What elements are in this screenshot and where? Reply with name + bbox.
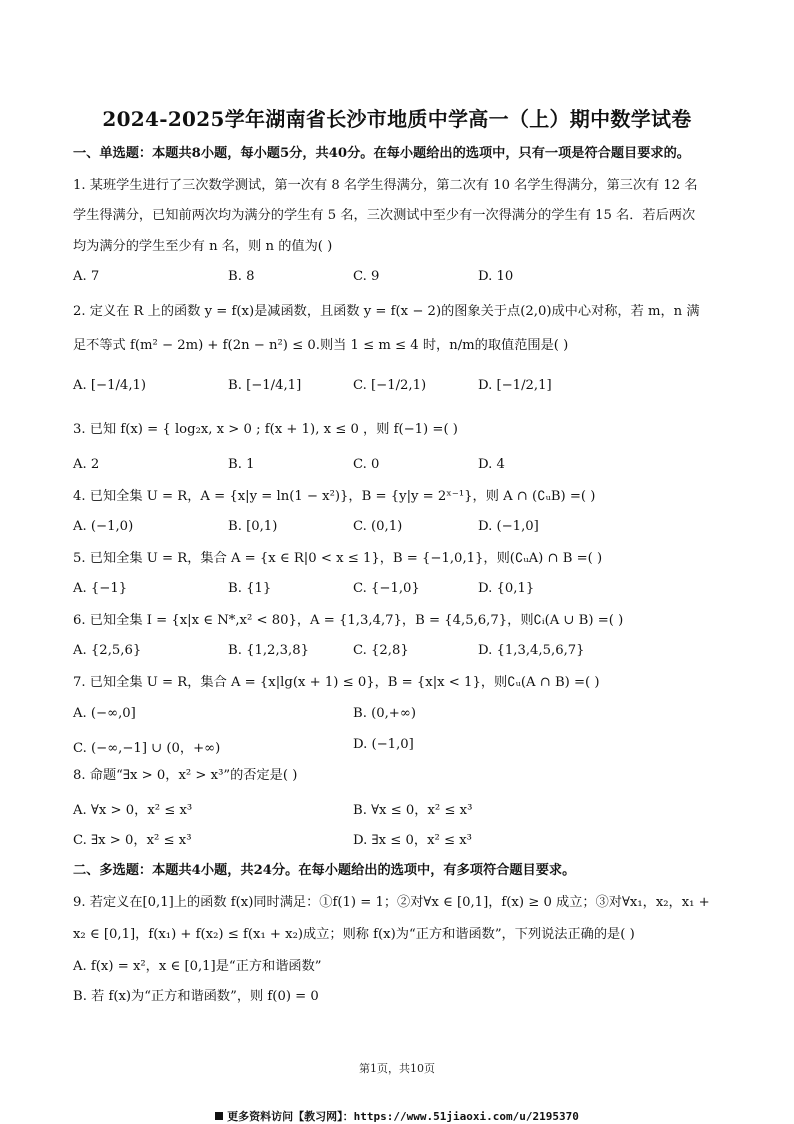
q9-line-1: 9. 若定义在[0,1]上的函数 f(x)同时满足：①f(1) = 1；②对∀x ∈ [0,1]，f(x) ≥ 0 成立；③对∀x₁，x₂，x₁ + — [73, 895, 710, 910]
q7-option-c[interactable]: C. (−∞,−1] ∪ (0，+∞) — [73, 741, 221, 756]
q8-option-c[interactable]: C. ∃x > 0，x² ≤ x³ — [73, 833, 192, 848]
q4-options — [73, 519, 733, 537]
q8-option-a[interactable]: A. ∀x > 0，x² ≤ x³ — [73, 803, 193, 818]
q2-line-2: 足不等式 f(m² − 2m) + f(2n − n²) ≤ 0.则当 1 ≤ m ≤ 4 时，n/m的取值范围是( ) — [73, 338, 569, 353]
q3-option-b[interactable]: B. 1 — [228, 457, 255, 472]
q4-option-b[interactable]: B. [0,1) — [228, 519, 278, 534]
q5-option-b[interactable]: B. {1} — [228, 581, 272, 596]
flag-icon — [215, 1112, 223, 1120]
q1-option-d[interactable]: D. 10 — [478, 269, 514, 284]
exam-title: 2024-2025学年湖南省长沙市地质中学高一（上）期中数学试卷 — [102, 107, 692, 131]
q1-option-b[interactable]: B. 8 — [228, 269, 255, 284]
q4-option-a[interactable]: A. (−1,0) — [73, 519, 134, 534]
q7-option-a[interactable]: A. (−∞,0] — [73, 706, 136, 721]
q3-line-1: 3. 已知 f(x) = { log₂x, x > 0 ; f(x + 1), x ≤ 0 ，则 f(−1) =( ) — [73, 422, 458, 437]
q2-line-1: 2. 定义在 R 上的函数 y = f(x)是减函数，且函数 y = f(x − 2)的图象关于点(2,0)成中心对称，若 m，n 满 — [73, 304, 700, 319]
q5-option-d[interactable]: D. {0,1} — [478, 581, 535, 596]
q9-option-a[interactable]: A. f(x) = x²，x ∈ [0,1]是“正方和谐函数” — [73, 959, 322, 974]
page-number: 第1页，共10页 — [359, 1062, 435, 1075]
q6-options — [73, 643, 733, 661]
q3-options — [73, 457, 733, 475]
q9-option-b[interactable]: B. 若 f(x)为“正方和谐函数”，则 f(0) = 0 — [73, 989, 319, 1004]
q7-options-row-2 — [73, 737, 733, 755]
q1-line-3: 均为满分的学生至少有 n 名，则 n 的值为( ) — [73, 239, 333, 254]
q2-option-b[interactable]: B. [−1/4,1] — [228, 378, 302, 393]
q4-option-c[interactable]: C. (0,1) — [353, 519, 403, 534]
q3-option-c[interactable]: C. 0 — [353, 457, 380, 472]
q6-option-a[interactable]: A. {2,5,6} — [73, 643, 142, 658]
q7-option-d[interactable]: D. (−1,0] — [353, 737, 414, 752]
q6-option-d[interactable]: D. {1,3,4,5,6,7} — [478, 643, 585, 658]
q8-option-d[interactable]: D. ∃x ≤ 0，x² ≤ x³ — [353, 833, 472, 848]
q8-line-1: 8. 命题“∃x > 0，x² > x³”的否定是( ) — [73, 768, 298, 783]
q8-options-row-1 — [73, 799, 733, 817]
q2-options — [73, 378, 733, 396]
q5-options — [73, 581, 733, 599]
q6-option-b[interactable]: B. {1,2,3,8} — [228, 643, 309, 658]
q6-line-1: 6. 已知全集 I = {x|x ∈ N*,x² < 80}，A = {1,3,4,7}，B = {4,5,6,7}，则∁ᵢ(A ∪ B) =( ) — [73, 613, 624, 628]
q3-option-d[interactable]: D. 4 — [478, 457, 505, 472]
q7-line-1: 7. 已知全集 U = R，集合 A = {x|lg(x + 1) ≤ 0}，B = {x|x < 1}，则∁ᵤ(A ∩ B) =( ) — [73, 675, 600, 690]
q4-line-1: 4. 已知全集 U = R，A = {x|y = ln(1 − x²)}，B = {y|y = 2ˣ⁻¹}，则 A ∩ (∁ᵤB) =( ) — [73, 489, 596, 504]
q6-option-c[interactable]: C. {2,8} — [353, 643, 409, 658]
q1-option-c[interactable]: C. 9 — [353, 269, 380, 284]
banner-text[interactable]: 更多资料访问【教习网】：https://www.51jiaoxi.com/u/2195370 — [227, 1110, 579, 1123]
q2-option-a[interactable]: A. [−1/4,1) — [73, 378, 147, 393]
q9-line-2: x₂ ∈ [0,1]，f(x₁) + f(x₂) ≤ f(x₁ + x₂)成立；则称 f(x)为“正方和谐函数”，下列说法正确的是( ) — [73, 927, 635, 942]
q5-line-1: 5. 已知全集 U = R，集合 A = {x ∈ R|0 < x ≤ 1}，B = {−1,0,1}，则(∁ᵤA) ∩ B =( ) — [73, 551, 603, 566]
q1-line-2: 学生得满分，已知前两次均为满分的学生有 5 名，三次测试中至少有一次得满分的学生有 15 名．若后两次 — [73, 208, 696, 223]
q1-line-1: 1. 某班学生进行了三次数学测试，第一次有 8 名学生得满分，第二次有 10 名学生得满分，第三次有 12 名 — [73, 178, 698, 193]
q5-option-a[interactable]: A. {−1} — [73, 581, 128, 596]
section-single-choice-header: 一、单选题：本题共8小题，每小题5分，共40分。在每小题给出的选项中，只有一项是符合题目要求的。 — [73, 146, 690, 161]
resource-banner[interactable] — [0, 1108, 794, 1124]
q7-option-b[interactable]: B. (0,+∞) — [353, 706, 416, 721]
q2-option-c[interactable]: C. [−1/2,1) — [353, 378, 427, 393]
q3-option-a[interactable]: A. 2 — [73, 457, 100, 472]
q8-option-b[interactable]: B. ∀x ≤ 0，x² ≤ x³ — [353, 803, 473, 818]
q5-option-c[interactable]: C. {−1,0} — [353, 581, 420, 596]
q1-options — [73, 269, 733, 287]
q7-options-row-1 — [73, 706, 733, 724]
q8-options-row-2 — [73, 829, 733, 847]
q4-option-d[interactable]: D. (−1,0] — [478, 519, 539, 534]
q1-option-a[interactable]: A. 7 — [73, 269, 100, 284]
q2-option-d[interactable]: D. [−1/2,1] — [478, 378, 552, 393]
section-multiple-choice-header: 二、多选题：本题共4小题，共24分。在每小题给出的选项中，有多项符合题目要求。 — [73, 863, 576, 878]
